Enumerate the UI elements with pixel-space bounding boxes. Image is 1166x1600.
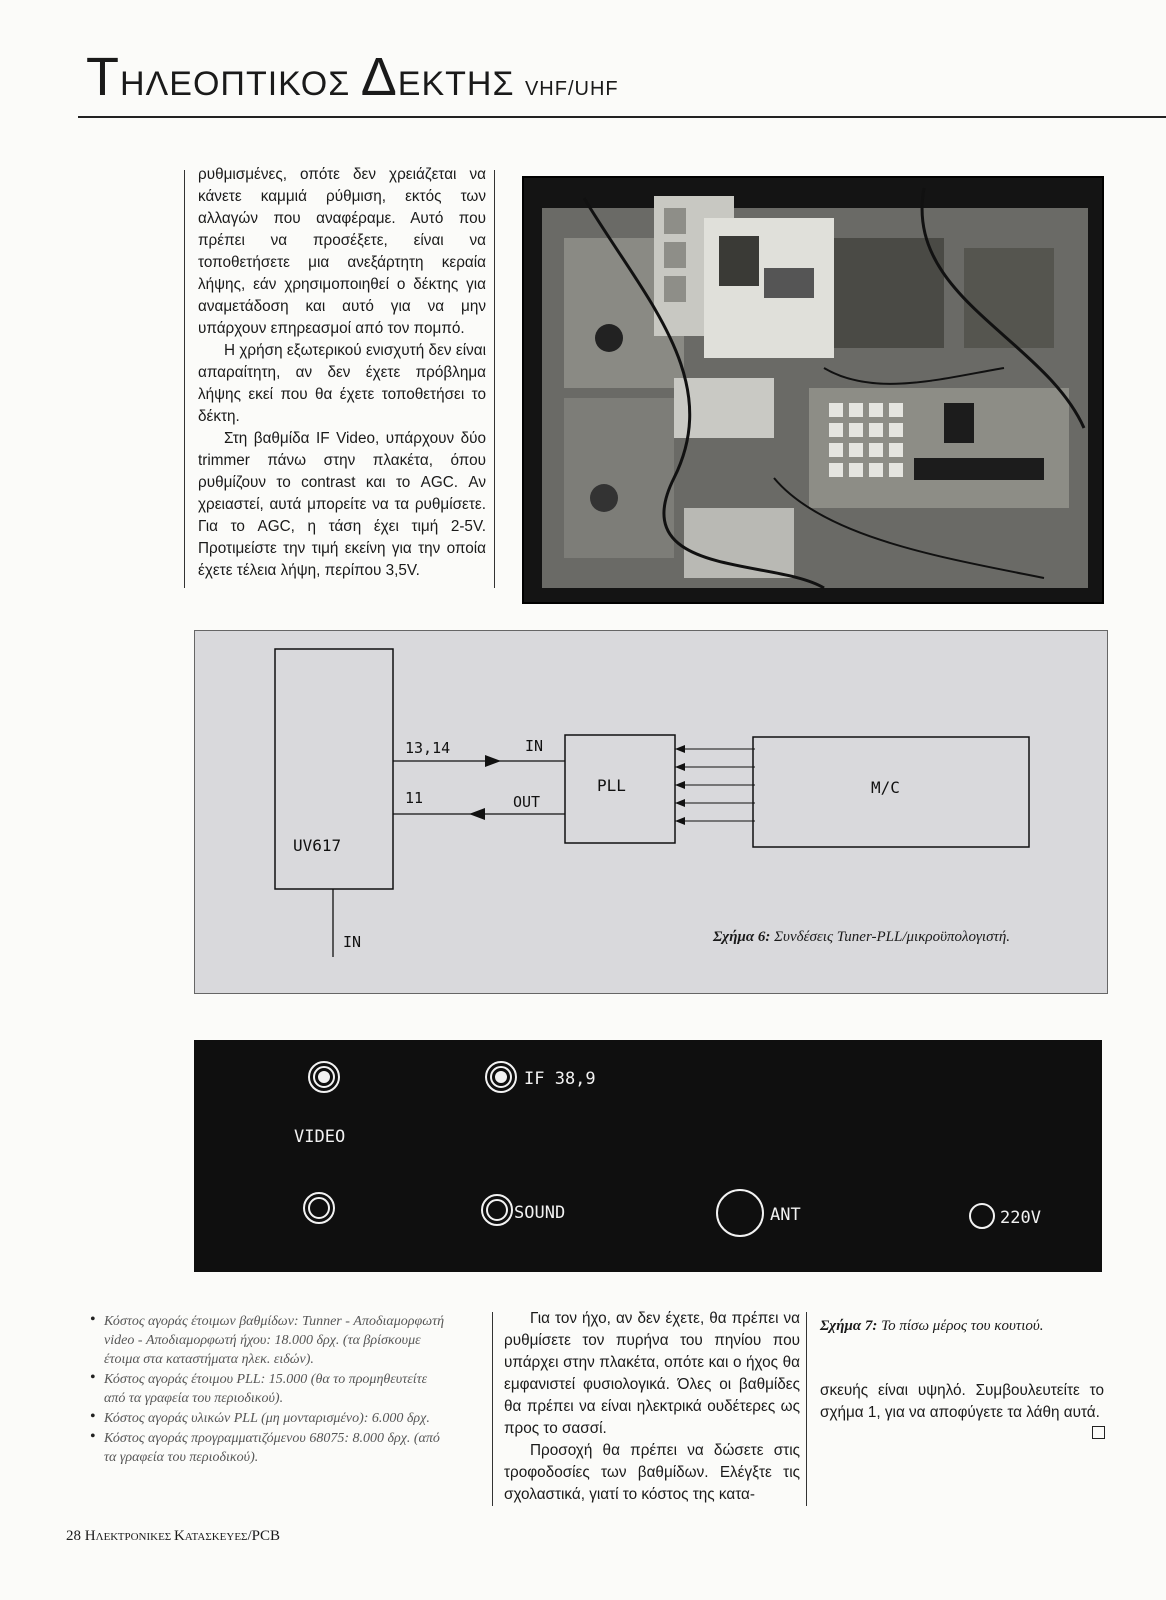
figure-6-caption	[713, 929, 1010, 946]
pll-label: PLL	[597, 776, 626, 795]
receiver-photo-drawing	[524, 178, 1102, 602]
bottom-divider-right	[806, 1312, 807, 1506]
header-band: VHF/UHF	[524, 78, 619, 100]
bottom-right-paragraph: σκευής είναι υψηλό. Συμβουλευτείτε το σχήμα 1, για να αποφύγετε τα λάθη αυτά.	[820, 1382, 1104, 1421]
pin-in-label: 13,14	[405, 739, 451, 757]
page-header-title	[86, 46, 619, 108]
end-of-article-mark	[1092, 1426, 1105, 1439]
video-connector-bottom	[304, 1193, 334, 1223]
bottom-divider-left	[492, 1312, 493, 1506]
power-connector	[970, 1204, 994, 1228]
header-rule	[78, 116, 1166, 118]
header-cap-d: Δ	[360, 47, 398, 107]
top-paragraph-2: Η χρήση εξωτερικού ενισχυτή δεν είναι απαραίτητη, αν δεν έχετε πρόβλημα λήψης εκεί που θα έχετε τοποθετήσει το δέκτη.	[198, 342, 486, 425]
figure-7-caption-text: Το πίσω μέρος του κουτιού.	[877, 1318, 1044, 1334]
figure-6-block-diagram	[194, 630, 1108, 994]
page-number: 28	[66, 1528, 81, 1544]
magazine-cap-1: Η	[84, 1528, 96, 1544]
column-divider-right	[494, 170, 495, 588]
top-text-column	[198, 164, 486, 582]
cost-bullet-4: • Κόστος αγοράς προγραμματιζόμενου 68075: 8.000 δρχ. (από τα γραφεία του περιοδικού).	[90, 1429, 452, 1467]
bottom-in-label: IN	[343, 933, 362, 951]
in-label: IN	[525, 737, 544, 755]
bottom-paragraph-2: Προσοχή θα πρέπει να δώσετε στις τροφοδοσίες των βαθμίδων. Ελέγξτε τις σχολαστικά, γιατί το κόστος της κατα-	[504, 1442, 800, 1503]
column-divider-left	[184, 170, 185, 588]
video-label: VIDEO	[294, 1127, 346, 1147]
header-word-1: ΗΛΕΟΠΤΙΚΟΣ	[120, 65, 361, 103]
magazine-suffix: /PCB	[247, 1528, 280, 1544]
magazine-word-1: ΛΕΚΤΡΟΝΙΚΕΣ	[95, 1531, 174, 1543]
sound-label: SOUND	[514, 1203, 566, 1223]
pin-out-label: 11	[405, 789, 424, 807]
magazine-word-2: ΑΤΑΣΚΕΥΕΣ	[184, 1531, 248, 1543]
receiver-interior-photo	[522, 176, 1104, 604]
ant-label: ANT	[770, 1205, 801, 1225]
bottom-middle-column	[504, 1308, 800, 1506]
cost-bullet-list	[90, 1312, 452, 1468]
cost-bullet-2: • Κόστος αγοράς έτοιμου PLL: 15.000 (θα το προμηθευτείτε από τα γραφεία του περιοδικού).	[90, 1370, 452, 1408]
bottom-paragraph-1: Για τον ήχο, αν δεν έχετε, θα πρέπει να ρυθμίσετε τον πυρήνα του πηνίου που υπάρχει στην πλακέτα, οπότε και ο ήχος θα εμφανιστεί φυσιολογικά. Όλες οι βαθμίδες θα πρέπει να είναι ηλεκτρικά ουδέτερες ως προς το σασσί.	[504, 1310, 800, 1437]
video-connector-top	[309, 1062, 339, 1092]
ant-connector	[717, 1190, 763, 1236]
figure-6-caption-text: Συνδέσεις Tuner-PLL/μικροϋπολογιστή.	[770, 929, 1011, 945]
page-footer	[66, 1528, 280, 1545]
figure-6-caption-bold: Σχήμα 6:	[713, 929, 771, 945]
cost-bullet-1: • Κόστος αγοράς έτοιμων βαθμίδων: Tunner - Αποδιαμορφωτή video - Αποδιαμορφωτή ήχου: 18.000 δρχ. (τα βρίσκουμε έτοιμα στα καταστήματα ηλεκ. ειδών).	[90, 1312, 452, 1369]
figure-7-caption	[820, 1318, 1044, 1335]
out-arrow	[469, 808, 485, 820]
figure-7-back-panel	[194, 1040, 1102, 1272]
figure-7-caption-bold: Σχήμα 7:	[820, 1318, 878, 1334]
header-cap-t: Τ	[86, 47, 120, 107]
top-paragraph-1: ρυθμισμένες, οπότε δεν χρειάζεται να κάνετε καμμιά ρύθμιση, εκτός των αλλαγών που αναφέραμε. Αυτό που πρέπει να προσέξετε, είναι να τοποθετήσετε μια ανεξάρτητη κεραία λήψης, εάν χρησιμοποιηθεί ο δέκτης για αναμετάδοση και αυτό για να μην υπάρχουν επηρεασμοί από τον πομπό.	[198, 166, 486, 337]
out-label: OUT	[513, 793, 541, 811]
figure-7-svg	[194, 1040, 1102, 1272]
if-label: IF 38,9	[524, 1069, 596, 1089]
cost-bullet-3: • Κόστος αγοράς υλικών PLL (μη μονταρισμένο): 6.000 δρχ.	[90, 1409, 452, 1428]
header-word-2: ΕΚΤΗΣ	[397, 65, 525, 103]
uv617-label: UV617	[293, 836, 342, 855]
mc-label: M/C	[871, 778, 900, 797]
if-connector	[486, 1062, 516, 1092]
top-paragraph-3: Στη βαθμίδα IF Video, υπάρχουν δύο trimmer πάνω στην πλακέτα, όπου ρυθμίζουν το contrast και το AGC. Αν χρειαστεί, αυτά μπορείτε να τα ρυθμίσετε. Για το AGC, η τάση έχει τιμή 2-5V. Προτιμείστε την τιμή εκείνη για την οποία έχετε τέλεια λήψη, περίπου 3,5V.	[198, 430, 486, 579]
bus-lines	[675, 745, 755, 825]
bottom-right-column	[820, 1380, 1104, 1424]
power-label: 220V	[1000, 1208, 1041, 1228]
magazine-cap-2: Κ	[173, 1528, 185, 1544]
in-arrow	[485, 755, 501, 767]
sound-connector	[482, 1195, 512, 1225]
